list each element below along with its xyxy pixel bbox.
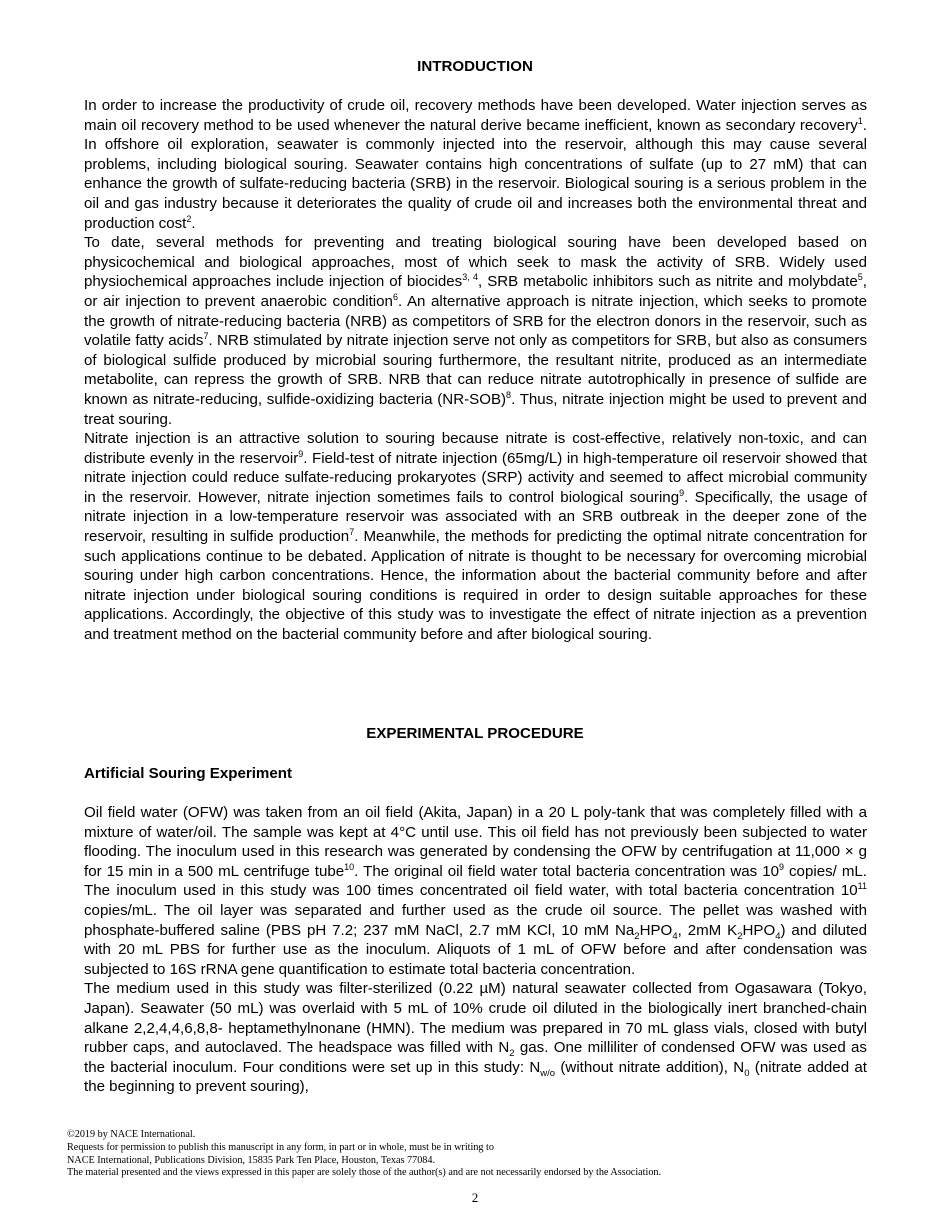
experimental-procedure-heading: EXPERIMENTAL PROCEDURE xyxy=(366,725,584,742)
footer-permission-line: Requests for permission to publish this manuscript in any form, in part or in whole, must be in writing to xyxy=(67,1141,494,1153)
intro-paragraph-1: In order to increase the productivity of crude oil, recovery methods have been developed. Water injection serves as main oil recovery method to be used whenever the natural derive became inefficient, known as secondary recovery$^1$. In offshore oil exploration, seawater is commonly injected into the reservoir, although this may cause several problems, including biological souring. Seawater contains high concentrations of sulfate (up to 27 mM) that can enhance the growth of sulfate-reducing bacteria (SRB) in the reservoir. Biological souring is a serious problem in the oil and gas industry because it deteriorates the quality of crude oil and increases both the environmental threat and production cost$^2$. xyxy=(84,97,867,232)
artificial-souring-subheading: Artificial Souring Experiment xyxy=(84,765,292,782)
footer-copyright: ©2019 by NACE International. xyxy=(67,1129,196,1140)
introduction-heading: INTRODUCTION xyxy=(417,58,533,75)
copyright-footer xyxy=(67,1129,887,1180)
intro-paragraph-3: Nitrate injection is an attractive solution to souring because nitrate is cost-effective, relatively non-toxic, and can distribute evenly in the reservoir$^9$. Field-test of nitrate injection (65mg/L) in high-temperature oil reservoir showed that nitrate injection could reduce sulfate-reducing prokaryotes (SRP) activity and seemed to affect microbial community in the reservoir. However, nitrate injection sometimes fails to control biological souring$^9$. Specifically, the usage of nitrate injection in a low-temperature reservoir was associated with an SRB outbreak in the deeper zone of the reservoir, resulting in sulfide production$^7$. Meanwhile, the methods for predicting the optimal nitrate concentration for such applications continue to be debated. Application of nitrate is thought to be necessary for overcoming microbial souring under high carbon concentrations. Hence, the information about the bacterial community before and after nitrate injection under biological souring conditions is required in order to design suitable approaches for these applications. Accordingly, the objective of this study was to investigate the effect of nitrate injection as a prevention and treatment method on the bacterial community before and after biological souring. xyxy=(84,430,867,644)
introduction-body xyxy=(84,96,867,645)
footer-address-line: NACE International, Publications Division, 15835 Park Ten Place, Houston, Texas 77084. xyxy=(67,1154,436,1166)
page-number: 2 xyxy=(471,1190,479,1205)
experimental-paragraph-2: The medium used in this study was filter-sterilized (0.22 µM) natural seawater collected from Ogasawara (Tokyo, Japan). Seawater (50 mL) was overlaid with 5 mL of 10% crude oil diluted in the biologically inert branched-chain alkane 2,2,4,4,6,8,8- heptamethylnonane (HMN). The medium was prepared in 70 mL glass vials, closed with butyl rubber caps, and autoclaved. The headspace was filled with $N_2$ gas. One milliliter of condensed OFW was used as the bacterial inoculum. Four conditions were set up in this study: $N_{w/o}$ (without nitrate addition), $N_0$ (nitrate added at the beginning to prevent souring), xyxy=(84,980,867,1096)
intro-paragraph-2: To date, several methods for preventing and treating biological souring have been developed based on physicochemical and biological approaches, most of which seek to mask the activity of SRB. Widely used physiochemical approaches include injection of biocides$^{3, 4}$, SRB metabolic inhibitors such as nitrite and molybdate$^5$, or air injection to prevent anaerobic condition$^6$. An alternative approach is nitrate injection, which seeks to promote the growth of nitrate-reducing bacteria (NRB) as competitors of SRB for the electron donors in the reservoir, such as volatile fatty acids$^7$. NRB stimulated by nitrate injection serve not only as competitors for SRB, but also as consumers of biological sulfide produced by microbial souring furthermore, the resultant nitrite, produced as an intermediate metabolite, can repress the growth of SRB. NRB that can reduce nitrate autotrophically in presence of sulfide are known as nitrate-reducing, sulfide-oxidizing bacteria $(NR-SOB)^8$. Thus, nitrate injection might be used to prevent and treat souring. xyxy=(84,234,867,428)
experimental-paragraph-1: Oil field water (OFW) was taken from an oil field (Akita, Japan) in a 20 L poly-tank that was completely filled with a mixture of water/oil. The sample was kept at 4°C until use. This oil field has not previously been subjected to water flooding. The inoculum used in this research was generated by condensing the OFW by centrifugation at 11,000 × g for 15 min in a 500 mL centrifuge tube$^{10}$. The original oil field water total bacteria concentration was $10^9$ copies/ mL. The inoculum used in this study was 100 times concentrated oil field water, with total bacteria concentration $10^{11}$ copies/mL. The oil layer was separated and further used as the crude oil source. The pellet was washed with phosphate-buffered saline (PBS pH 7.2; 237 mM NaCl, 2.7 mM KCl, 10 mM $Na_2HPO_4$, 2mM $K_2HPO_4$) and diluted with 20 mL PBS for further use as the inoculum. Aliquots of 1 mL of OFW before and after condensation was subjected to 16S rRNA gene quantification to estimate total bacteria concentration. xyxy=(84,804,867,978)
footer-disclaimer-line: The material presented and the views expressed in this paper are solely those of the author(s) and are not necessarily endorsed by the Association. xyxy=(67,1167,662,1179)
experimental-body xyxy=(84,803,867,1097)
